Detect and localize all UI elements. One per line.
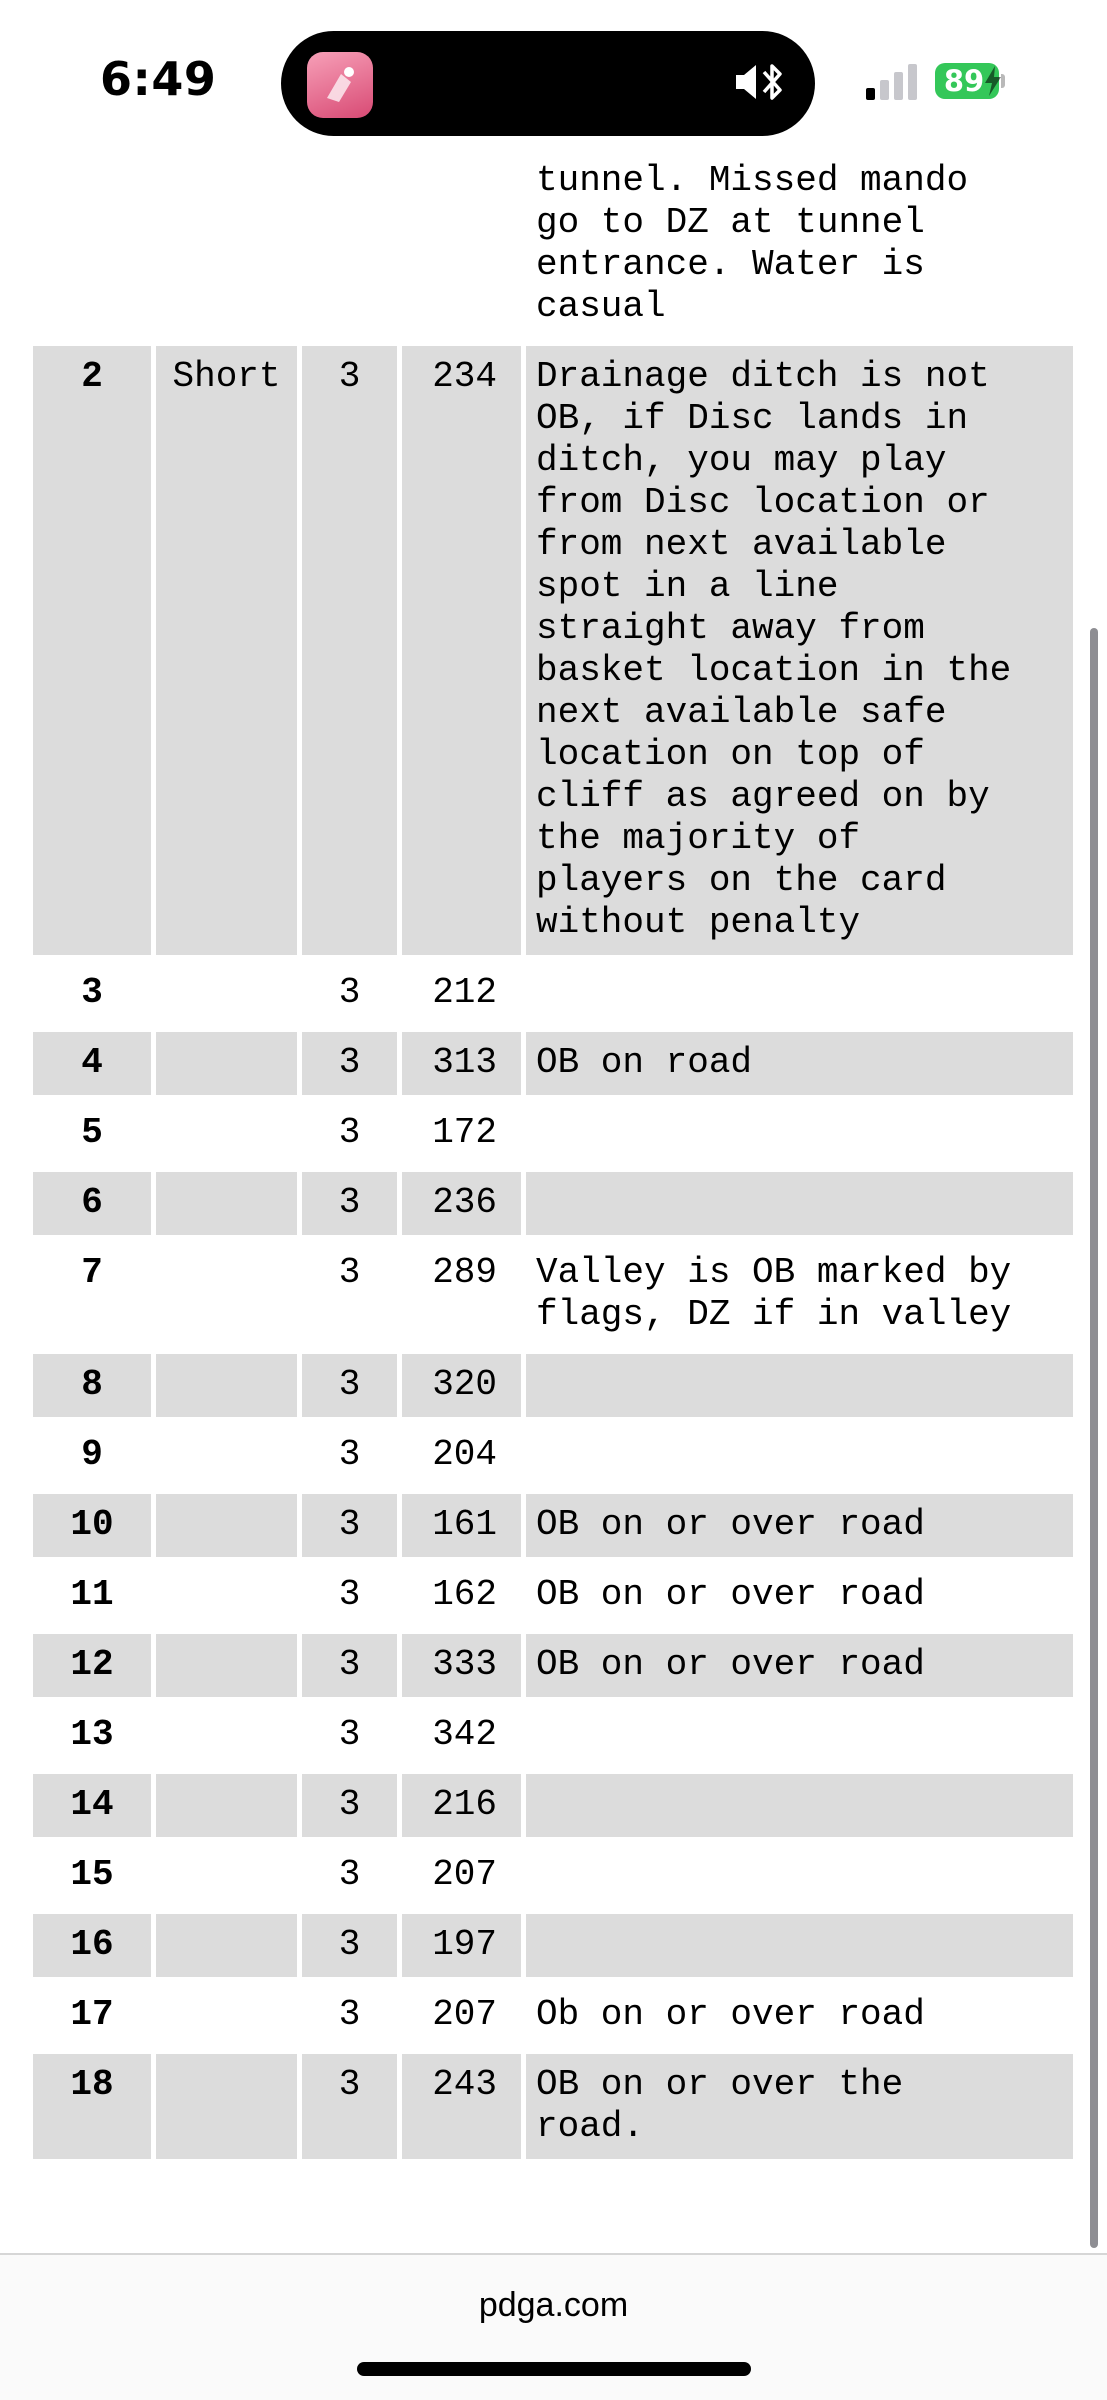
tee-position: [156, 1242, 297, 1347]
hole-length: 320: [402, 1354, 521, 1417]
par-value: 3: [302, 1354, 397, 1417]
bluetooth-icon: [760, 60, 786, 104]
hole-number: 2: [33, 346, 151, 955]
hole-notes: [526, 1424, 1073, 1487]
hole-length: 172: [432, 1112, 497, 1153]
par-value: 3: [338, 1112, 361, 1153]
hole-length: 207: [432, 1994, 497, 2035]
hole-notes: Valley is OB marked by flags, DZ if in valley: [536, 1252, 1012, 1335]
hole-number: 16: [33, 1914, 151, 1977]
hole-notes: [526, 962, 1073, 1025]
hole-number: 17: [70, 1994, 114, 2035]
hole-notes: [526, 1844, 1073, 1907]
url-label[interactable]: pdga.com: [478, 2286, 629, 2324]
status-time: 6:49: [100, 52, 217, 106]
hole-length: 243: [402, 2054, 521, 2159]
tee-position: [156, 1494, 297, 1557]
hole-number: 9: [81, 1434, 103, 1475]
hole-notes: [526, 1704, 1073, 1767]
hole-length: 161: [402, 1494, 521, 1557]
hole-number: 8: [33, 1354, 151, 1417]
tee-position: [156, 1354, 297, 1417]
tee-position: [156, 150, 297, 339]
hole-number: 5: [81, 1112, 103, 1153]
hole-number: 7: [81, 1252, 103, 1293]
tee-position: [156, 1914, 297, 1977]
par-value: 3: [338, 1714, 361, 1755]
par-value: 3: [302, 1634, 397, 1697]
hole-length: 207: [432, 1854, 497, 1895]
hole-number: 10: [33, 1494, 151, 1557]
app-icon[interactable]: [307, 52, 373, 118]
par-value: 3: [338, 1434, 361, 1475]
hole-number: 3: [81, 972, 103, 1013]
hole-length: 236: [402, 1172, 521, 1235]
hole-notes: OB on or over the road.: [526, 2054, 1073, 2159]
par-value: 3: [338, 1574, 361, 1615]
battery-percent: 89: [943, 64, 985, 98]
par-value: 3: [302, 2054, 397, 2159]
tee-position: [156, 1032, 297, 1095]
par-value: 3: [338, 1994, 361, 2035]
tee-position: Short: [156, 346, 297, 955]
hole-number: 4: [33, 1032, 151, 1095]
hole-number: 11: [70, 1574, 114, 1615]
scrollbar[interactable]: [1090, 628, 1098, 2248]
tee-position: [156, 962, 297, 1025]
tee-position: [156, 1172, 297, 1235]
tee-position: [156, 1984, 297, 2047]
status-bar: [0, 0, 1107, 150]
tee-position: [156, 1424, 297, 1487]
hole-notes: OB on or over road: [536, 1574, 925, 1615]
par-value: 3: [302, 1774, 397, 1837]
hole-notes: [526, 1774, 1073, 1837]
hole-length: 289: [432, 1252, 497, 1293]
hole-notes: [526, 1914, 1073, 1977]
signal-icon: [866, 64, 922, 100]
hole-length: 212: [432, 972, 497, 1013]
hole-notes: Drainage ditch is not OB, if Disc lands in ditch, you may play from Disc location or from next available spot in a line straight away from basket location in the next available safe location on top of cliff as agreed on by the majority of players on the card without penalty: [526, 346, 1073, 955]
tee-position: [156, 2054, 297, 2159]
par-value: 3: [338, 1854, 361, 1895]
hole-notes: [526, 1354, 1073, 1417]
tee-position: [156, 1634, 297, 1697]
par-value: 3: [302, 1172, 397, 1235]
tee-position: [156, 1564, 297, 1627]
browser-bottom-bar: [0, 2253, 1107, 2400]
tee-position: [156, 1774, 297, 1837]
hole-length: 234: [402, 346, 521, 955]
hole-notes: OB on or over road: [526, 1634, 1073, 1697]
hole-length: 342: [432, 1714, 497, 1755]
par-value: 3: [338, 1252, 361, 1293]
hole-notes: Ob on or over road: [536, 1994, 925, 2035]
hole-notes: tunnel. Missed mando go to DZ at tunnel entrance. Water is casual: [536, 160, 969, 327]
hole-number: 13: [70, 1714, 114, 1755]
hole-length: 197: [402, 1914, 521, 1977]
tee-position: [156, 1844, 297, 1907]
hole-length: [402, 150, 521, 339]
par-value: 3: [302, 1032, 397, 1095]
hole-number: [33, 150, 151, 339]
hole-notes: OB on road: [526, 1032, 1073, 1095]
par-value: 3: [302, 346, 397, 955]
hole-length: 162: [432, 1574, 497, 1615]
par-value: [302, 150, 397, 339]
hole-notes: [526, 1102, 1073, 1165]
hole-number: 18: [33, 2054, 151, 2159]
par-value: 3: [302, 1494, 397, 1557]
hole-length: 216: [402, 1774, 521, 1837]
hole-notes: [526, 1172, 1073, 1235]
hole-number: 15: [70, 1854, 114, 1895]
hole-number: 14: [33, 1774, 151, 1837]
charging-bolt-icon: [983, 66, 1003, 96]
hole-number: 6: [33, 1172, 151, 1235]
tee-position: [156, 1704, 297, 1767]
home-indicator[interactable]: [357, 2362, 751, 2376]
hole-length: 333: [402, 1634, 521, 1697]
par-value: 3: [338, 972, 361, 1013]
tee-position: [156, 1102, 297, 1165]
hole-notes: OB on or over road: [526, 1494, 1073, 1557]
hole-length: 204: [432, 1434, 497, 1475]
hole-length: 313: [402, 1032, 521, 1095]
hole-number: 12: [33, 1634, 151, 1697]
par-value: 3: [302, 1914, 397, 1977]
